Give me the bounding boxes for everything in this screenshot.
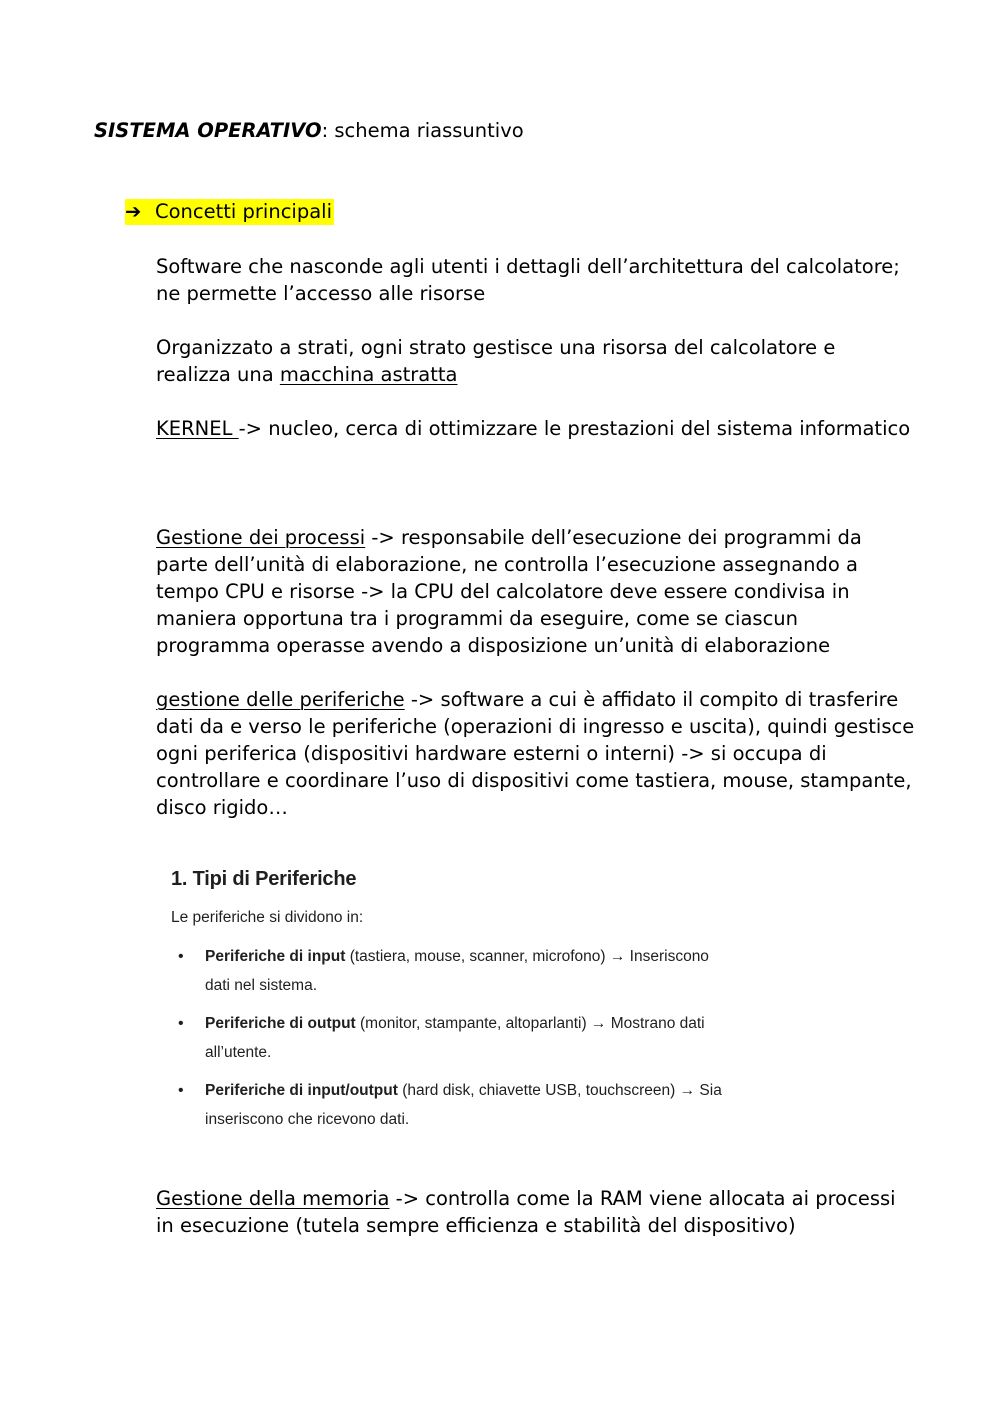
paragraph-kernel-text: -> nucleo, cerca di ottimizzare le prestazioni del sistema informatico	[238, 417, 911, 440]
peripheral-management-term: gestione delle periferiche	[156, 688, 405, 711]
paragraph-memory-management	[156, 1185, 916, 1239]
paragraph-layered-organization-text: Organizzato a strati, ogni strato gestisce una risorsa del calcolatore e realizza una	[156, 336, 836, 386]
embedded-intro: Le periferiche si dividono in:	[171, 909, 364, 926]
embedded-title: 1. Tipi di Periferiche	[171, 868, 357, 890]
bullet-icon: •	[178, 1015, 184, 1032]
paragraph-process-management	[156, 524, 916, 659]
bullet-icon: •	[178, 1082, 184, 1099]
arrow-right-icon: ➔	[125, 200, 142, 223]
list-item-label: Periferiche di output	[205, 1015, 356, 1032]
list-item-description: (tastiera, mouse, scanner, microfono) → Inseriscono dati nel sistema.	[205, 948, 709, 994]
memory-management-term: Gestione della memoria	[156, 1187, 390, 1210]
embedded-peripherals-note	[171, 862, 731, 1143]
paragraph-memory-management-text: -> controlla come la RAM viene allocata ai processi in esecuzione (tutela sempre efficienza e stabilità del dispositivo)	[156, 1187, 896, 1237]
list-item-label: Periferiche di input	[205, 948, 346, 965]
section-heading-text: Concetti principali	[155, 200, 333, 223]
document-title-rest: : schema riassuntivo	[321, 119, 524, 142]
peripheral-types-list	[171, 942, 731, 1134]
section-heading-highlight	[125, 199, 334, 225]
list-item	[171, 942, 731, 1000]
paragraph-kernel	[156, 415, 916, 442]
list-item-description: (monitor, stampante, altoparlanti) → Mostrano dati all’utente.	[205, 1015, 705, 1061]
document-title-strong: SISTEMA OPERATIVO	[94, 119, 322, 142]
paragraph-peripheral-management-text: -> software a cui è affidato il compito di trasferire dati da e verso le periferiche (operazioni di ingresso e uscita), quindi gestisce ogni periferica (dispositivi hardware esterni o interni) -> si occupa di controllare e coordinare l’uso di dispositivi come tastiera, mouse, stampante, disco rigido…	[156, 688, 915, 819]
process-management-term: Gestione dei processi	[156, 526, 366, 549]
paragraph-software-definition-text: Software che nasconde agli utenti i dettagli dell’architettura del calcolatore; ne permette l’accesso alle risorse	[156, 255, 900, 305]
paragraph-peripheral-management	[156, 686, 916, 821]
list-item-label: Periferiche di input/output	[205, 1082, 398, 1099]
paragraph-software-definition	[156, 253, 916, 307]
kernel-term: KERNEL	[156, 417, 239, 440]
section-heading	[125, 199, 334, 225]
list-item	[171, 1076, 731, 1134]
paragraph-process-management-text: -> responsabile dell’esecuzione dei programmi da parte dell’unità di elaborazione, ne controlla l’esecuzione assegnando a tempo CPU e risorse -> la CPU del calcolatore deve essere condivisa in maniera opportuna tra i programmi da eseguire, come se ciascun programma operasse avendo a disposizione un’unità di elaborazione	[156, 526, 862, 657]
bullet-icon: •	[178, 948, 184, 965]
list-item	[171, 1009, 731, 1067]
paragraph-layered-organization	[156, 334, 916, 388]
list-item-description: (hard disk, chiavette USB, touchscreen) → Sia inseriscono che ricevono dati.	[205, 1082, 722, 1128]
abstract-machine-term: macchina astratta	[279, 363, 458, 386]
document-title	[94, 118, 524, 144]
